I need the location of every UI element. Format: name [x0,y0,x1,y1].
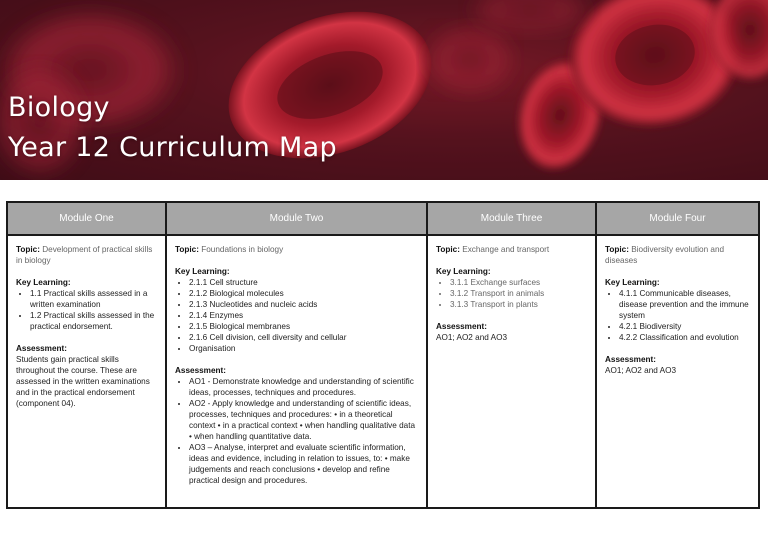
topic-label: Topic: [16,245,40,254]
page-title [8,88,337,168]
assessment-label: Assessment: [436,322,487,331]
list-item: • 3.1.2 Transport in animals [450,288,587,299]
list-item: • 2.1.4 Enzymes [189,310,418,321]
assessment-label: Assessment: [175,366,226,375]
list-item: • Organisation [189,343,418,354]
curriculum-table [6,201,760,509]
list-item: • 2.1.5 Biological membranes [189,321,418,332]
topic-text: Foundations in biology [201,245,284,254]
key-learning-label: Key Learning: [436,267,491,276]
module-three-cell [427,235,596,507]
module-four-cell [596,235,758,507]
list-item: • 2.1.2 Biological molecules [189,288,418,299]
list-item: • 2.1.1 Cell structure [189,277,418,288]
topic [16,244,157,266]
key-learning-list [605,288,750,343]
list-item: • 4.1.1 Communicable diseases, disease prevention and the immune system [619,288,750,321]
topic-text: Biodiversity evolution and diseases [605,245,725,265]
list-item: • 1.1 Practical skills assessed in a written examination [30,288,157,310]
module-one-cell [8,235,166,507]
list-item: • 4.2.1 Biodiversity [619,321,750,332]
list-item: • 3.1.1 Exchange surfaces [450,277,587,288]
assessment-list [175,376,418,486]
key-learning-label: Key Learning: [605,278,660,287]
column-header: Module Two [166,203,427,235]
assessment-text: AO1; AO2 and AO3 [436,333,508,342]
list-item: • 1.2 Practical skills assessed in the practical endorsement. [30,310,157,332]
assessment-label: Assessment: [16,344,67,353]
topic [436,244,587,255]
list-item: • 3.1.3 Transport in plants [450,299,587,310]
table-row [8,235,758,507]
table-header-row [8,203,758,235]
title-subject: Biology [8,92,110,123]
key-learning-list [436,277,587,310]
list-item: • AO3 – Analyse, interpret and evaluate scientific information, ideas and evidence, including in relation to issues, to: • make judgements and reach conclusions • develop and refine practical design and procedures. [189,442,418,486]
column-header: Module One [8,203,166,235]
list-item: • 2.1.6 Cell division, cell diversity and cellular [189,332,418,343]
key-learning-label: Key Learning: [175,267,230,276]
list-item: • 2.1.3 Nucleotides and nucleic acids [189,299,418,310]
hero-banner [0,0,768,180]
topic-text: Development of practical skills in biology [16,245,153,265]
title-curriculum-map: Year 12 Curriculum Map [8,132,337,163]
topic-label: Topic: [605,245,629,254]
key-learning-label: Key Learning: [16,278,71,287]
column-header: Module Four [596,203,758,235]
key-learning-list [16,288,157,332]
list-item: • AO2 - Apply knowledge and understanding of scientific ideas, processes, techniques and procedures: • in a theoretical context • in a practical context • when handling qualitative data • when handling quantitative data. [189,398,418,442]
topic [605,244,750,266]
list-item: • AO1 - Demonstrate knowledge and understanding of scientific ideas, processes, techniques and procedures. [189,376,418,398]
topic [175,244,418,255]
module-two-cell [166,235,427,507]
topic-label: Topic: [436,245,460,254]
assessment-text: AO1; AO2 and AO3 [605,366,677,375]
assessment-label: Assessment: [605,355,656,364]
assessment-text: Students gain practical skills throughout the course. These are assessed in the written examinations and in the practical endorsement (component 04). [16,355,150,408]
key-learning-list [175,277,418,354]
list-item: • 4.2.2 Classification and evolution [619,332,750,343]
topic-text: Exchange and transport [462,245,550,254]
topic-label: Topic: [175,245,199,254]
column-header: Module Three [427,203,596,235]
